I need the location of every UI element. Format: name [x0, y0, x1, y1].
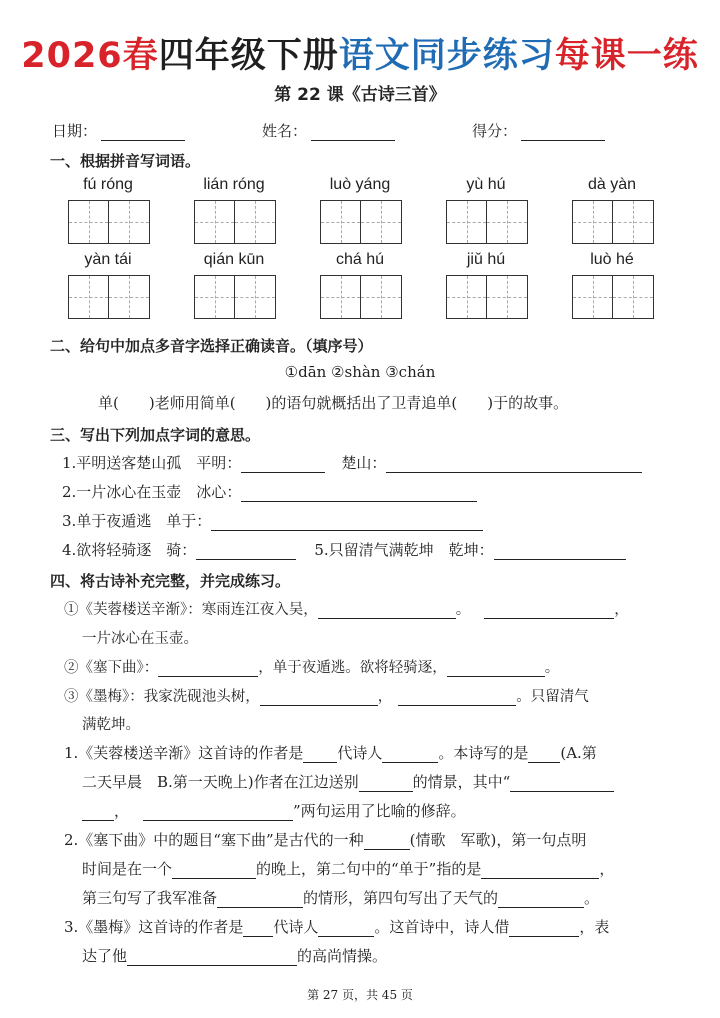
poem-1-c: ， — [614, 602, 629, 618]
q1-line-3 — [82, 800, 466, 821]
meaning-q2-text: 2.一片冰心在玉壶 冰心： — [62, 483, 242, 501]
reading-options: ①dān ②shàn ③chán — [284, 363, 436, 381]
writing-box[interactable] — [320, 275, 402, 319]
writing-box[interactable] — [68, 200, 150, 244]
meaning-q1-text: 1.平明送客楚山孤 平明： — [62, 454, 242, 472]
writing-cell[interactable] — [321, 201, 361, 243]
pinyin-label: fú róng — [83, 176, 133, 193]
meaning-q5-text: 5.只留清气满乾坤 乾坤： — [314, 541, 494, 559]
answer-blank[interactable] — [172, 864, 256, 879]
poem-1-end: 一片冰心在玉壶。 — [82, 631, 198, 647]
poem-3-c: 。只留清气 — [516, 689, 589, 705]
q1-text-4: (A.第 — [560, 744, 597, 762]
title-year: 2026 — [21, 36, 123, 76]
writing-cell[interactable] — [447, 201, 487, 243]
name-field[interactable] — [262, 120, 395, 141]
q3-line-2 — [82, 945, 387, 966]
title-daily: 每课一练 — [554, 36, 699, 76]
answer-blank[interactable] — [243, 922, 273, 937]
meaning-q1b-text: 楚山： — [341, 454, 387, 472]
q3-text-6: 的高尚情操。 — [297, 947, 388, 965]
name-label: 姓名： — [262, 122, 308, 140]
answer-blank[interactable] — [364, 835, 410, 850]
q2-text-1: 2.《塞下曲》中的题目“塞下曲”是古代的一种 — [64, 831, 364, 849]
answer-blank[interactable] — [241, 487, 477, 502]
q3-text-4: ，表 — [579, 918, 610, 936]
q3-text-1: 3.《墨梅》这首诗的作者是 — [64, 918, 244, 936]
q1-text-3: 。本诗写的是 — [438, 744, 529, 762]
answer-blank[interactable] — [494, 545, 626, 560]
q3-text-5: 达了他 — [82, 947, 128, 965]
date-label: 日期： — [52, 122, 98, 140]
meaning-q2 — [62, 481, 477, 502]
poem-1-a: ①《芙蓉楼送辛渐》：寒雨连江夜入吴， — [64, 602, 318, 618]
pinyin-label: luò yáng — [329, 176, 391, 193]
answer-blank[interactable] — [398, 691, 516, 706]
poem-2-c: 。 — [544, 660, 560, 676]
writing-cell[interactable] — [235, 201, 275, 243]
writing-box[interactable] — [572, 275, 654, 319]
pinyin-label: chá hú — [335, 251, 385, 268]
title-subject: 语文同步练习 — [338, 36, 555, 76]
writing-cell[interactable] — [573, 276, 613, 318]
q2-text-4: 的晚上，第二句中的“单于”指的是 — [256, 860, 482, 878]
answer-blank[interactable] — [484, 604, 614, 619]
answer-blank[interactable] — [241, 458, 325, 473]
q2-text-5: ， — [599, 860, 615, 878]
title-spring: 春 — [122, 36, 159, 76]
poem-3-end: 满乾坤。 — [82, 717, 140, 733]
q3-text-3: 。这首诗中，诗人借 — [374, 918, 510, 936]
writing-box[interactable] — [446, 200, 528, 244]
q2-text-8: 。 — [584, 889, 600, 907]
writing-box[interactable] — [194, 275, 276, 319]
score-label: 得分： — [472, 122, 518, 140]
writing-box[interactable] — [194, 200, 276, 244]
poem-2-a: ②《塞下曲》： — [64, 660, 159, 676]
q1-text-6: 的情景，其中“ — [412, 773, 511, 791]
meaning-q3 — [62, 510, 483, 531]
answer-blank[interactable] — [143, 806, 293, 821]
q2-line-1 — [64, 829, 586, 850]
answer-blank[interactable] — [528, 748, 560, 763]
answer-blank[interactable] — [211, 516, 483, 531]
q3-line-1 — [64, 916, 609, 937]
section-2-heading: 二、给句中加点多音字选择正确读音。（填序号） — [50, 337, 373, 355]
section-4-heading: 四、将古诗补充完整，并完成练习。 — [50, 572, 291, 590]
answer-blank[interactable] — [359, 777, 413, 792]
writing-cell[interactable] — [69, 201, 109, 243]
poem-1-b: 。 — [455, 602, 471, 618]
poem-3-a: ③《墨梅》：我家洗砚池头树， — [64, 689, 260, 705]
answer-blank[interactable] — [318, 604, 456, 619]
writing-box[interactable] — [572, 200, 654, 244]
q1-line-1 — [64, 742, 597, 763]
q2-text-2: (情歌 军歌)，第一句点明 — [409, 831, 587, 849]
answer-blank[interactable] — [382, 748, 438, 763]
writing-cell[interactable] — [487, 276, 527, 318]
polyphone-sentence: 单( )老师用简单( )的语句就概括出了卫青追单( )于的故事。 — [98, 394, 569, 412]
writing-cell[interactable] — [109, 276, 149, 318]
writing-box[interactable] — [446, 275, 528, 319]
answer-blank[interactable] — [509, 922, 579, 937]
writing-box[interactable] — [320, 200, 402, 244]
worksheet-title — [0, 28, 720, 78]
title-grade: 四年级下册 — [158, 36, 339, 76]
writing-cell[interactable] — [109, 201, 149, 243]
answer-blank[interactable] — [510, 777, 614, 792]
answer-blank[interactable] — [303, 748, 337, 763]
writing-cell[interactable] — [487, 201, 527, 243]
answer-blank[interactable] — [82, 806, 114, 821]
writing-cell[interactable] — [235, 276, 275, 318]
q3-text-2: 代诗人 — [273, 918, 319, 936]
answer-blank[interactable] — [127, 951, 297, 966]
writing-cell[interactable] — [613, 276, 653, 318]
poem-1-line — [64, 598, 629, 619]
q2-text-6: 第三句写了我军准备 — [82, 889, 218, 907]
writing-cell[interactable] — [69, 276, 109, 318]
writing-box[interactable] — [68, 275, 150, 319]
pinyin-label: yù hú — [466, 176, 506, 193]
poem-3-b: ， — [377, 689, 393, 705]
answer-blank[interactable] — [318, 922, 374, 937]
q2-text-7: 的情形，第四句写出了天气的 — [303, 889, 499, 907]
page-footer: 第 27 页，共 45 页 — [307, 988, 413, 1002]
lesson-title: 第 22 课《古诗三首》 — [274, 85, 446, 105]
answer-blank[interactable] — [447, 662, 545, 677]
q1-text-7: ， — [114, 802, 130, 820]
poem-2-b: ，单于夜遁逃。欲将轻骑逐， — [258, 660, 447, 676]
answer-blank[interactable] — [260, 691, 378, 706]
writing-cell[interactable] — [573, 201, 613, 243]
q2-text-3: 时间是在一个 — [82, 860, 173, 878]
q1-text-8: ”两句运用了比喻的修辞。 — [293, 802, 466, 820]
pinyin-label: qián kūn — [203, 251, 265, 268]
pinyin-label: jiǔ hú — [466, 251, 506, 268]
answer-blank[interactable] — [498, 893, 584, 908]
meaning-q3-text: 3.单于夜遁逃 单于： — [62, 512, 212, 530]
writing-cell[interactable] — [195, 276, 235, 318]
pinyin-label: dà yàn — [587, 176, 637, 193]
q1-line-2 — [82, 771, 614, 792]
writing-cell[interactable] — [361, 276, 401, 318]
answer-blank[interactable] — [481, 864, 599, 879]
writing-cell[interactable] — [447, 276, 487, 318]
q1-text-5: 二天早晨 B.第一天晚上)作者在江边送别 — [82, 773, 359, 791]
writing-cell[interactable] — [613, 201, 653, 243]
q1-text-1: 1.《芙蓉楼送辛渐》这首诗的作者是 — [64, 744, 304, 762]
answer-blank[interactable] — [196, 545, 296, 560]
pinyin-label: yàn tái — [84, 251, 132, 268]
pinyin-label: lián róng — [203, 176, 265, 193]
writing-cell[interactable] — [195, 201, 235, 243]
meaning-q4 — [62, 539, 626, 560]
meaning-q1 — [62, 452, 642, 473]
q2-line-2 — [82, 858, 614, 879]
section-3-heading: 三、写出下列加点字词的意思。 — [50, 426, 261, 444]
poem-2-line — [64, 656, 559, 677]
pinyin-label: luò hé — [590, 251, 634, 268]
section-1-heading: 一、根据拼音写词语。 — [50, 152, 201, 170]
q2-line-3 — [82, 887, 599, 908]
answer-blank[interactable] — [386, 458, 642, 473]
q1-text-2: 代诗人 — [337, 744, 383, 762]
score-field[interactable] — [472, 120, 605, 141]
date-field[interactable] — [52, 120, 185, 141]
answer-blank[interactable] — [217, 893, 303, 908]
writing-cell[interactable] — [321, 276, 361, 318]
answer-blank[interactable] — [158, 662, 258, 677]
meaning-q4-text: 4.欲将轻骑逐 骑： — [62, 541, 197, 559]
poem-3-line — [64, 685, 589, 706]
writing-cell[interactable] — [361, 201, 401, 243]
